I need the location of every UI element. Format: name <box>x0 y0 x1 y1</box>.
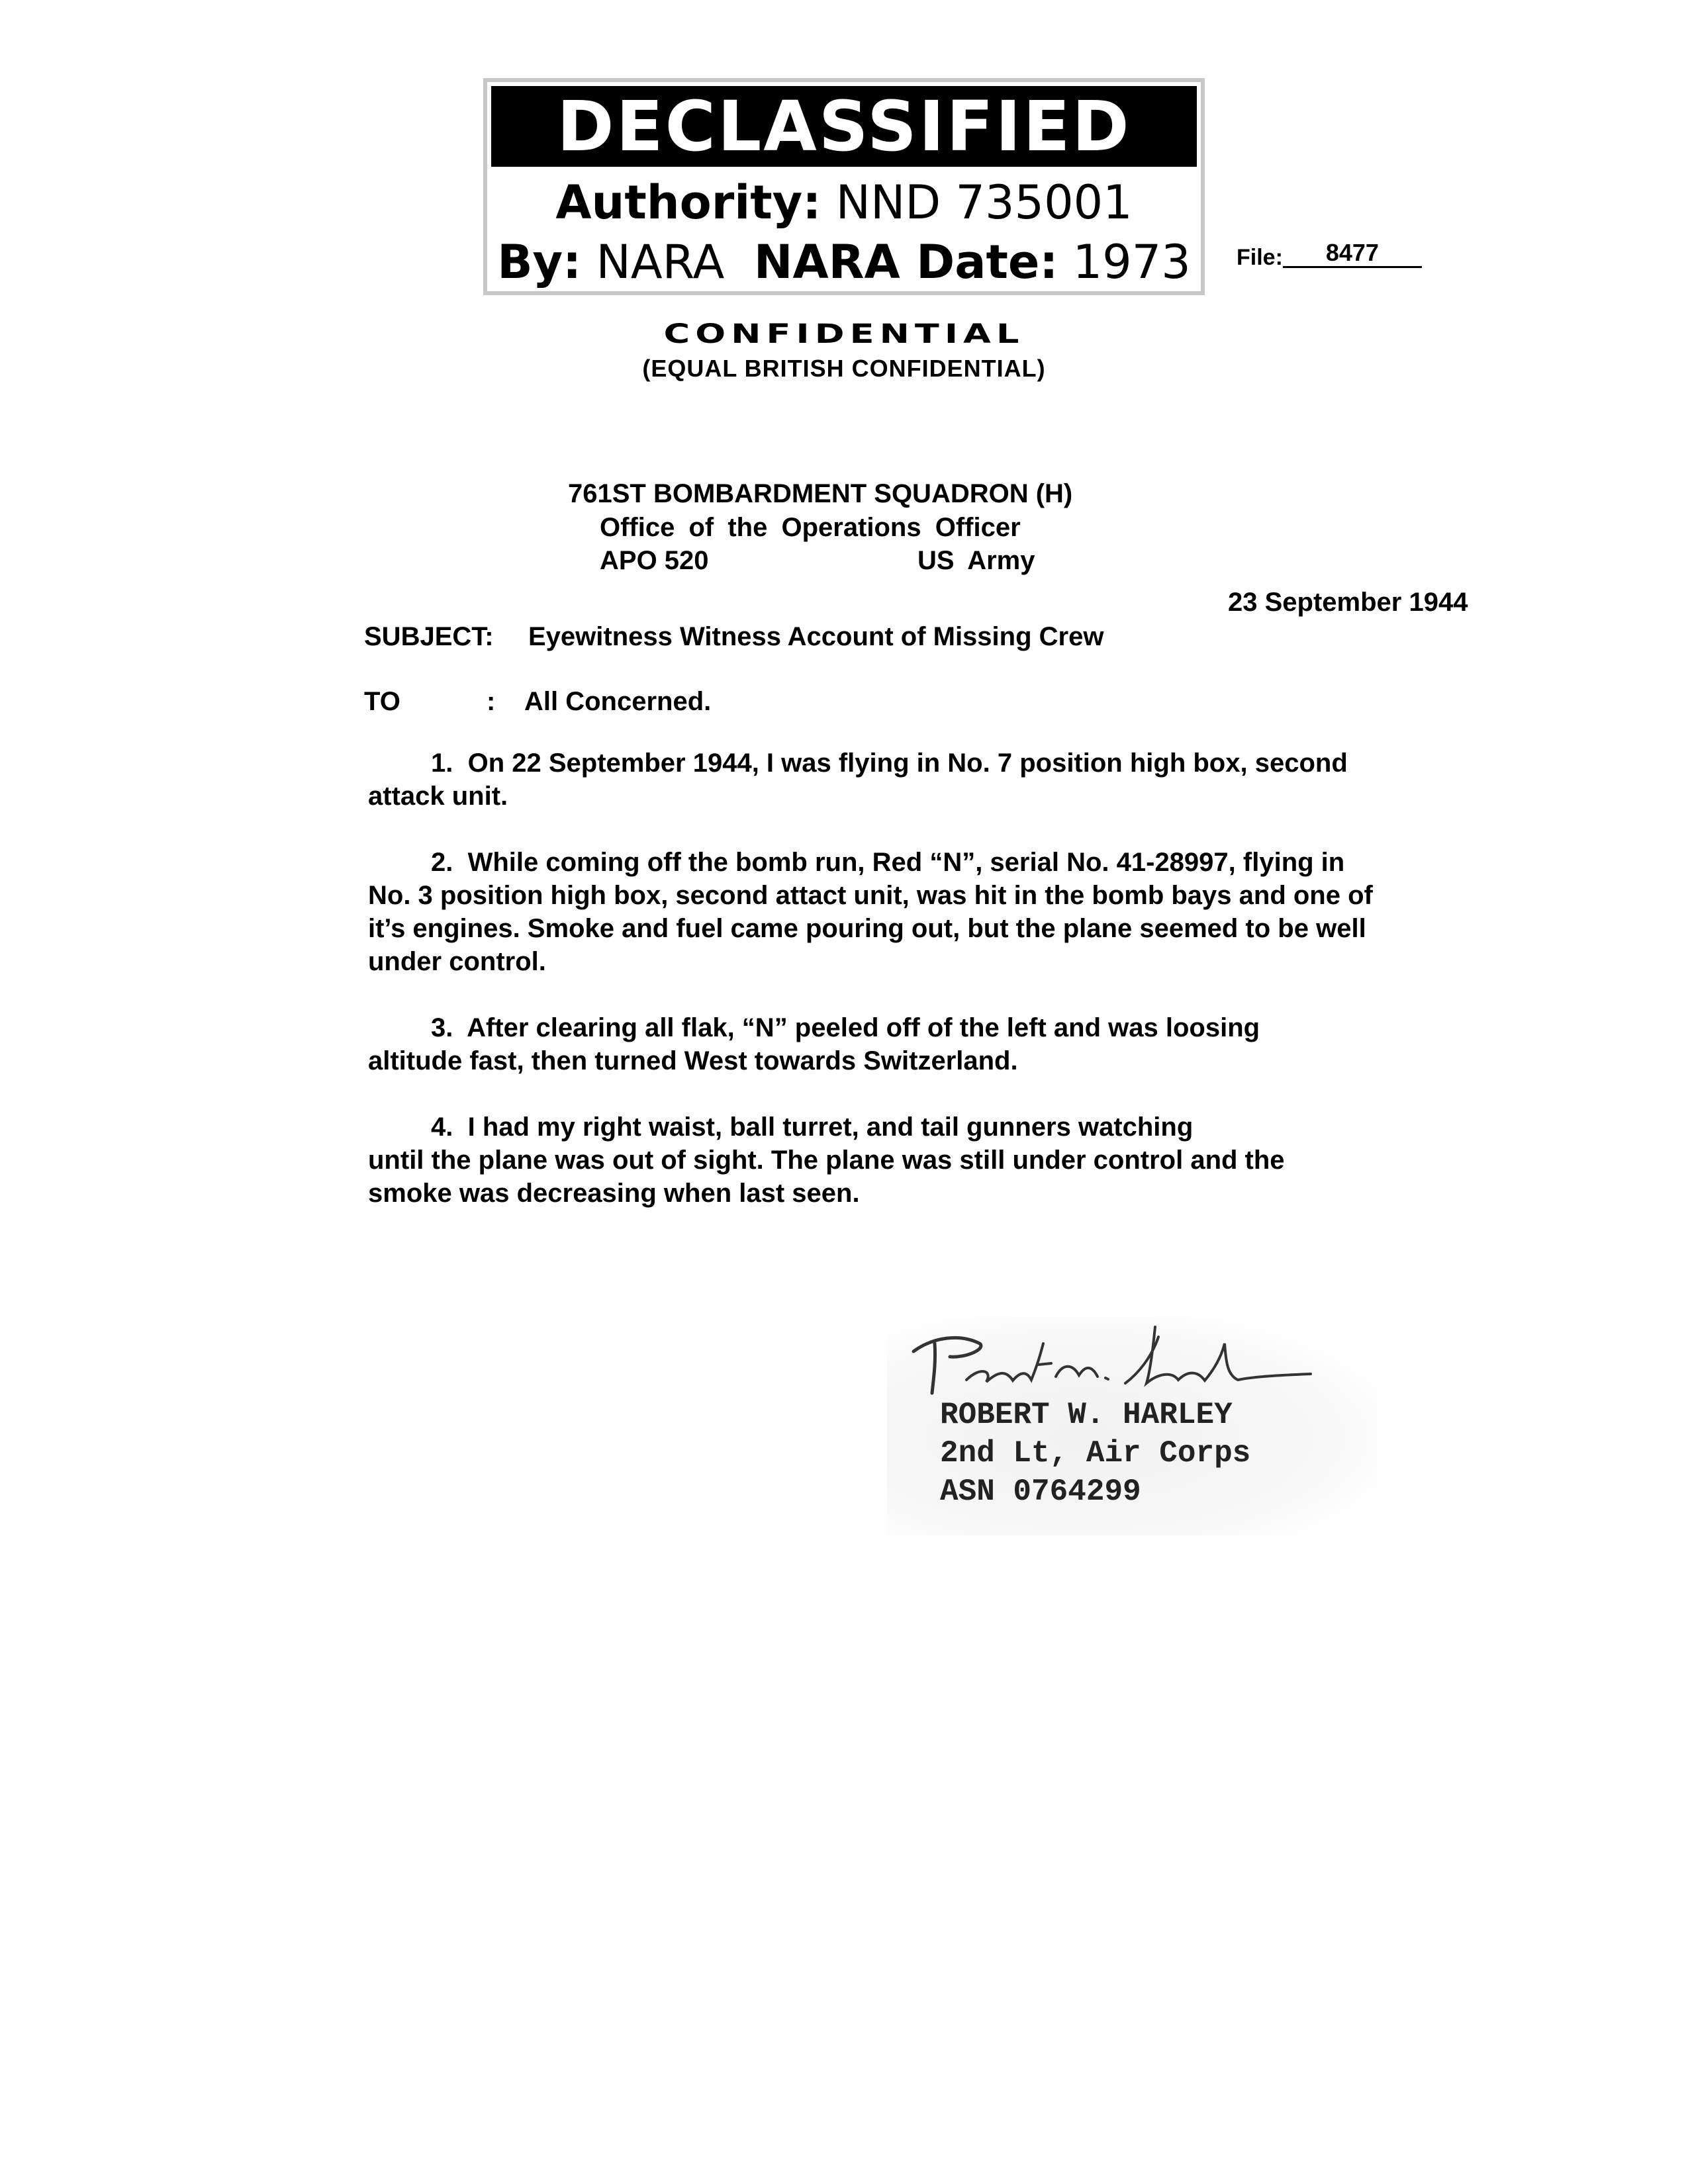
stamp-authority-line <box>487 176 1201 229</box>
paragraph-line: 3. After clearing all flak, “N” peeled off of the left and was loosing <box>431 1013 1260 1042</box>
paragraph-line: it’s engines. Smoke and fuel came pouring out, but the plane seemed to be well <box>368 914 1366 943</box>
paragraph-2 <box>368 846 1427 978</box>
paragraph-line: under control. <box>368 947 546 976</box>
stamp-by-line <box>487 236 1201 289</box>
paragraph-1 <box>368 747 1427 813</box>
declassified-stamp <box>483 78 1205 295</box>
signer-name: ROBERT W. HARLEY <box>940 1398 1233 1432</box>
apo-number: APO 520 <box>600 546 709 575</box>
declassified-banner: DECLASSIFIED <box>491 86 1197 167</box>
paragraph-line: until the plane was out of sight. The plane was still under control and the <box>368 1146 1285 1175</box>
stamp-date-value: 1973 <box>1072 235 1191 289</box>
subject-label: SUBJECT: <box>364 622 494 651</box>
to-text: All Concerned. <box>524 687 712 716</box>
stamp-date-label: NARA Date: <box>753 235 1058 289</box>
paragraph-3 <box>368 1011 1427 1077</box>
document-date: 23 September 1944 <box>1228 588 1468 617</box>
to-colon: : <box>487 687 496 716</box>
paragraph-line: altitude fast, then turned West towards Switzerland. <box>368 1046 1018 1075</box>
paragraph-4 <box>368 1111 1427 1210</box>
file-number: 8477 <box>1283 240 1422 268</box>
paragraph-line: 1. On 22 September 1944, I was flying in No. 7 position high box, second <box>431 749 1348 778</box>
office-name: Office of the Operations Officer <box>600 513 1021 542</box>
paragraph-line: smoke was decreasing when last seen. <box>368 1179 860 1208</box>
stamp-by-value: NARA <box>596 235 725 289</box>
classification-heading: CONFIDENTIAL <box>663 319 1025 349</box>
file-label: File: <box>1237 245 1283 270</box>
handwritten-signature <box>887 1317 1377 1396</box>
to-label: TO <box>364 687 400 716</box>
subject-text: Eyewitness Witness Account of Missing Crew <box>528 622 1104 651</box>
paragraph-line: 2. While coming off the bomb run, Red “N”, serial No. 41-28997, flying in <box>431 848 1345 877</box>
paragraph-line: No. 3 position high box, second attact unit, was hit in the bomb bays and one of <box>368 881 1373 910</box>
paragraph-line: 4. I had my right waist, ball turret, and tail gunners watching <box>431 1113 1194 1142</box>
army-label: US Army <box>917 546 1035 575</box>
unit-name: 761ST BOMBARDMENT SQUADRON (H) <box>568 479 1073 508</box>
paragraph-line: attack unit. <box>368 782 508 811</box>
stamp-authority-label: Authority: <box>555 175 821 230</box>
signature-block <box>887 1317 1377 1535</box>
classification-subheading: (EQUAL BRITISH CONFIDENTIAL) <box>642 355 1046 382</box>
signer-rank: 2nd Lt, Air Corps <box>940 1436 1251 1471</box>
signer-asn: ASN 0764299 <box>940 1475 1141 1509</box>
file-reference <box>1237 239 1422 272</box>
stamp-authority-value: NND 735001 <box>835 175 1133 230</box>
stamp-by-label: By: <box>497 235 582 289</box>
